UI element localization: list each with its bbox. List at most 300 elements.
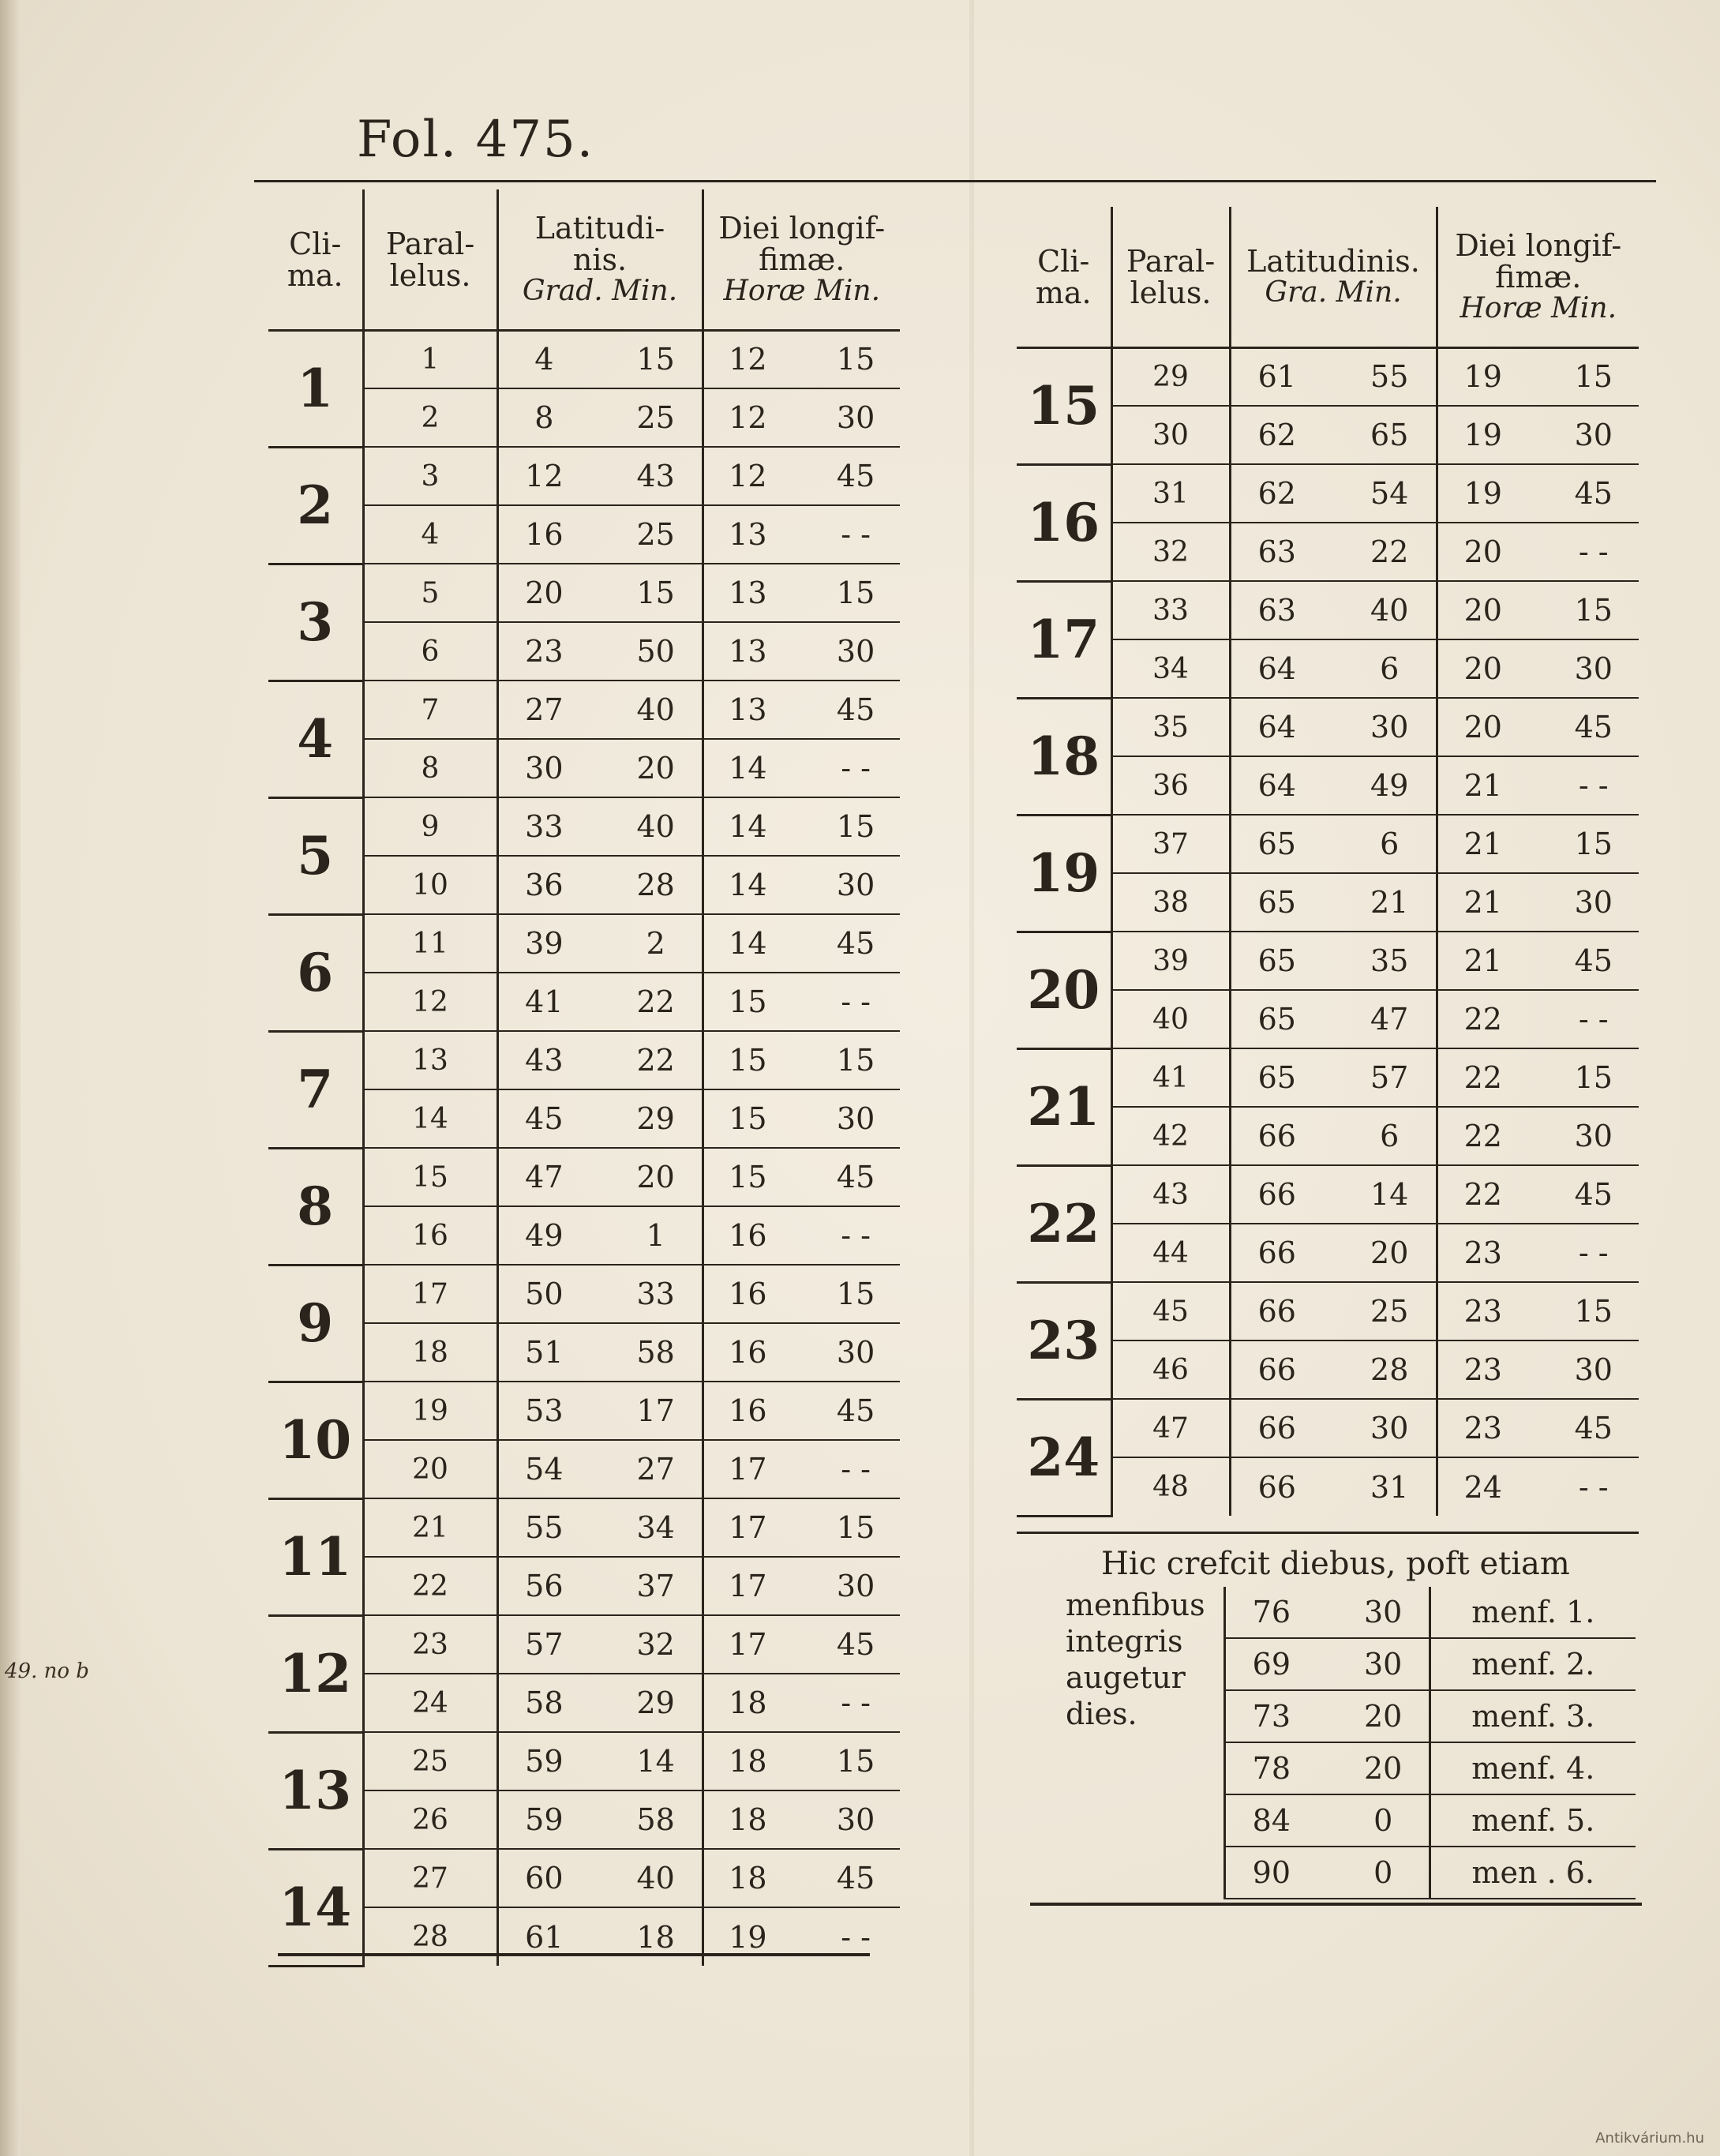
clima-number: 18 xyxy=(1017,698,1111,815)
table-row xyxy=(1017,1048,1639,1107)
day-minutes: 30 xyxy=(1574,418,1613,452)
day-minutes: 45 xyxy=(1574,1177,1613,1212)
latitude-degrees: 66 xyxy=(1257,1235,1296,1270)
table-row xyxy=(268,1089,900,1148)
parallelus-number: 3 xyxy=(363,447,497,505)
table-row xyxy=(268,1732,900,1790)
day-hours: 15 xyxy=(729,1160,767,1194)
table-row xyxy=(268,1849,900,1907)
day-minutes: 15 xyxy=(1574,359,1613,395)
parallelus-number: 36 xyxy=(1111,756,1230,815)
day-length-cell xyxy=(1437,581,1639,639)
day-hours: 13 xyxy=(729,692,767,727)
month-degrees: 84 xyxy=(1252,1803,1291,1838)
month-minutes: 0 xyxy=(1373,1855,1393,1890)
month-minutes: 20 xyxy=(1364,1751,1403,1786)
latitude-table-left xyxy=(268,189,900,1967)
clima-number: 13 xyxy=(268,1732,363,1849)
parallelus-number: 23 xyxy=(363,1615,497,1674)
parallelus-number: 42 xyxy=(1111,1107,1230,1165)
month-row xyxy=(1225,1638,1636,1690)
day-hours: 20 xyxy=(1463,710,1502,744)
month-degrees: 69 xyxy=(1252,1647,1291,1682)
clima-number: 11 xyxy=(268,1498,363,1615)
day-length-cell xyxy=(1437,1048,1639,1107)
latitude-degrees: 43 xyxy=(525,1043,564,1078)
latitude-cell xyxy=(497,447,703,505)
month-label: menf. 1. xyxy=(1430,1587,1636,1638)
parallelus-number: 1 xyxy=(363,330,497,388)
table-row xyxy=(1017,698,1639,756)
day-minutes: 45 xyxy=(836,1160,875,1194)
latitude-cell xyxy=(1230,581,1437,639)
latitude-cell xyxy=(497,388,703,447)
month-row xyxy=(1225,1794,1636,1847)
day-hours: 21 xyxy=(1463,885,1502,920)
table-row xyxy=(268,447,900,505)
day-hours: 22 xyxy=(1463,1177,1502,1212)
latitude-cell xyxy=(497,1557,703,1615)
day-minutes: - - xyxy=(841,1218,871,1253)
day-hours: 17 xyxy=(729,1569,767,1603)
clima-number: 22 xyxy=(1017,1165,1111,1282)
day-minutes: 15 xyxy=(1574,1060,1613,1095)
day-minutes: 45 xyxy=(836,1861,875,1895)
day-hours: 21 xyxy=(1463,943,1502,978)
day-hours: 18 xyxy=(729,1685,767,1720)
latitude-degrees: 54 xyxy=(525,1452,564,1487)
latitude-degrees: 61 xyxy=(1257,359,1296,395)
latitude-cell xyxy=(497,973,703,1031)
month-degrees: 78 xyxy=(1252,1751,1291,1786)
header-latitudo: Latitudi- nis. Grad. Min. xyxy=(497,189,703,330)
latitude-minutes: 40 xyxy=(636,1861,675,1895)
latitude-cell xyxy=(497,914,703,973)
latitude-minutes: 43 xyxy=(636,459,675,493)
day-hours: 22 xyxy=(1463,1119,1502,1153)
latitude-cell xyxy=(1230,756,1437,815)
day-length-cell xyxy=(703,1557,900,1615)
month-degrees: 76 xyxy=(1252,1595,1291,1629)
table-row xyxy=(1017,932,1639,990)
day-hours: 23 xyxy=(1463,1411,1502,1445)
parallelus-number: 4 xyxy=(363,505,497,564)
day-minutes: 45 xyxy=(836,692,875,727)
latitude-minutes: 15 xyxy=(636,342,675,377)
table-row xyxy=(268,797,900,856)
table-row xyxy=(1017,1282,1639,1340)
day-minutes: - - xyxy=(1578,768,1609,803)
table-row xyxy=(268,856,900,914)
day-length-cell xyxy=(703,1148,900,1206)
day-minutes: - - xyxy=(1578,1002,1609,1037)
latitude-cell xyxy=(497,681,703,739)
month-latitude xyxy=(1225,1690,1430,1742)
month-row xyxy=(1225,1742,1636,1794)
latitude-minutes: 6 xyxy=(1380,1119,1400,1153)
day-length-cell xyxy=(1437,1165,1639,1224)
month-degrees: 90 xyxy=(1252,1855,1291,1890)
day-length-cell xyxy=(703,1674,900,1732)
latitude-degrees: 64 xyxy=(1257,651,1296,686)
clima-number: 23 xyxy=(1017,1282,1111,1399)
day-length-cell xyxy=(703,681,900,739)
parallelus-number: 2 xyxy=(363,388,497,447)
month-latitude xyxy=(1225,1847,1430,1899)
parallelus-number: 21 xyxy=(363,1498,497,1557)
day-hours: 18 xyxy=(729,1802,767,1837)
watermark: Antikvárium.hu xyxy=(1595,2130,1704,2147)
header-latitudo: Latitudinis. Gra. Min. xyxy=(1230,207,1437,347)
table-row xyxy=(1017,1399,1639,1457)
day-minutes: 30 xyxy=(1574,1119,1613,1153)
day-minutes: 45 xyxy=(1574,710,1613,744)
day-hours: 19 xyxy=(729,1919,767,1955)
latitude-minutes: 28 xyxy=(636,868,675,902)
latitude-cell xyxy=(497,1732,703,1790)
clima-number: 6 xyxy=(268,914,363,1031)
clima-number: 19 xyxy=(1017,815,1111,932)
day-length-cell xyxy=(1437,990,1639,1048)
day-length-cell xyxy=(703,622,900,681)
latitude-cell xyxy=(1230,990,1437,1048)
parallelus-number: 47 xyxy=(1111,1399,1230,1457)
latitude-degrees: 65 xyxy=(1257,827,1296,861)
latitude-degrees: 27 xyxy=(525,692,564,727)
latitude-degrees: 57 xyxy=(525,1627,564,1662)
table-row xyxy=(268,1674,900,1732)
day-length-cell xyxy=(1437,932,1639,990)
day-hours: 23 xyxy=(1463,1352,1502,1387)
table-row xyxy=(268,1382,900,1440)
parallelus-number: 14 xyxy=(363,1089,497,1148)
latitude-degrees: 33 xyxy=(525,809,564,844)
parallelus-number: 12 xyxy=(363,973,497,1031)
clima-number: 21 xyxy=(1017,1048,1111,1165)
parallelus-number: 43 xyxy=(1111,1165,1230,1224)
day-length-cell xyxy=(703,1907,900,1966)
day-length-cell xyxy=(1437,406,1639,464)
parallelus-number: 25 xyxy=(363,1732,497,1790)
right-table-bottom-rule xyxy=(1017,1532,1639,1534)
latitude-minutes: 25 xyxy=(636,517,675,552)
day-length-cell xyxy=(703,739,900,797)
header-dies: Diei longif- fimæ. Horæ Min. xyxy=(703,189,900,330)
latitude-table-right xyxy=(1017,207,1639,1517)
day-hours: 15 xyxy=(729,1043,767,1078)
day-hours: 13 xyxy=(729,517,767,552)
margin-note: 49. no b xyxy=(5,1659,89,1683)
latitude-degrees: 20 xyxy=(525,576,564,610)
table-row xyxy=(268,505,900,564)
day-hours: 19 xyxy=(1463,359,1502,395)
latitude-minutes: 1 xyxy=(646,1218,665,1253)
day-length-cell xyxy=(1437,464,1639,523)
day-minutes: 30 xyxy=(836,1101,875,1136)
latitude-cell xyxy=(1230,1457,1437,1516)
header-parallelus: Paral- lelus. xyxy=(1111,207,1230,347)
parallelus-number: 30 xyxy=(1111,406,1230,464)
latitude-minutes: 2 xyxy=(646,926,665,961)
latitude-cell xyxy=(497,797,703,856)
parallelus-number: 6 xyxy=(363,622,497,681)
parallelus-number: 20 xyxy=(363,1440,497,1498)
latitude-cell xyxy=(497,1849,703,1907)
latitude-degrees: 36 xyxy=(525,868,564,902)
table-row xyxy=(1017,581,1639,639)
header-clima: Cli- ma. xyxy=(1017,207,1111,347)
day-length-cell xyxy=(703,1031,900,1089)
latitude-minutes: 20 xyxy=(636,1160,675,1194)
day-minutes: 30 xyxy=(836,400,875,435)
latitude-degrees: 63 xyxy=(1257,534,1296,569)
day-hours: 18 xyxy=(729,1744,767,1779)
month-degrees: 73 xyxy=(1252,1699,1291,1734)
month-label: menf. 2. xyxy=(1430,1638,1636,1690)
day-length-cell xyxy=(703,388,900,447)
day-hours: 19 xyxy=(1463,476,1502,511)
latitude-cell xyxy=(497,1323,703,1382)
day-hours: 17 xyxy=(729,1510,767,1545)
parallelus-number: 13 xyxy=(363,1031,497,1089)
day-minutes: 15 xyxy=(1574,1294,1613,1329)
day-minutes: 30 xyxy=(1574,651,1613,686)
day-minutes: 15 xyxy=(836,1510,875,1545)
clima-number: 2 xyxy=(268,447,363,564)
latitude-minutes: 49 xyxy=(1370,768,1409,803)
day-minutes: 15 xyxy=(836,1744,875,1779)
day-minutes: 15 xyxy=(836,1043,875,1078)
day-length-cell xyxy=(1437,698,1639,756)
day-minutes: 15 xyxy=(836,1277,875,1311)
latitude-minutes: 58 xyxy=(636,1802,675,1837)
table-row xyxy=(268,1206,900,1265)
table-row xyxy=(268,1498,900,1557)
parallelus-number: 18 xyxy=(363,1323,497,1382)
latitude-cell xyxy=(1230,815,1437,873)
latitude-minutes: 15 xyxy=(636,576,675,610)
day-minutes: - - xyxy=(841,984,871,1019)
latitude-degrees: 63 xyxy=(1257,593,1296,628)
top-rule xyxy=(254,180,1656,182)
day-minutes: - - xyxy=(1578,1469,1609,1505)
latitude-degrees: 66 xyxy=(1257,1411,1296,1445)
latitude-minutes: 33 xyxy=(636,1277,675,1311)
day-minutes: 15 xyxy=(836,576,875,610)
latitude-degrees: 64 xyxy=(1257,710,1296,744)
latitude-degrees: 49 xyxy=(525,1218,564,1253)
latitude-degrees: 30 xyxy=(525,751,564,786)
clima-number: 24 xyxy=(1017,1399,1111,1516)
parallelus-number: 48 xyxy=(1111,1457,1230,1516)
day-minutes: 30 xyxy=(836,634,875,669)
day-length-cell xyxy=(703,1265,900,1323)
clima-number: 5 xyxy=(268,797,363,914)
latitude-minutes: 6 xyxy=(1380,651,1400,686)
day-length-cell xyxy=(1437,523,1639,581)
day-minutes: 45 xyxy=(836,926,875,961)
day-hours: 20 xyxy=(1463,651,1502,686)
month-minutes: 30 xyxy=(1364,1647,1403,1682)
clima-number: 3 xyxy=(268,564,363,681)
latitude-degrees: 58 xyxy=(525,1685,564,1720)
parallelus-number: 31 xyxy=(1111,464,1230,523)
latitude-degrees: 51 xyxy=(525,1335,564,1370)
day-minutes: - - xyxy=(841,1452,871,1487)
clima-number: 16 xyxy=(1017,464,1111,581)
parallelus-number: 19 xyxy=(363,1382,497,1440)
header-clima: Cli- ma. xyxy=(268,189,363,330)
day-minutes: 45 xyxy=(836,1627,875,1662)
page-fold xyxy=(969,0,974,2156)
month-latitude xyxy=(1225,1638,1430,1690)
parallelus-number: 28 xyxy=(363,1907,497,1966)
parallelus-number: 16 xyxy=(363,1206,497,1265)
latitude-cell xyxy=(1230,406,1437,464)
parallelus-number: 15 xyxy=(363,1148,497,1206)
latitude-minutes: 50 xyxy=(636,634,675,669)
table-row xyxy=(268,681,900,739)
latitude-minutes: 30 xyxy=(1370,710,1409,744)
latitude-cell xyxy=(497,1148,703,1206)
day-length-cell xyxy=(703,447,900,505)
parallelus-number: 33 xyxy=(1111,581,1230,639)
day-hours: 23 xyxy=(1463,1235,1502,1270)
parallelus-number: 11 xyxy=(363,914,497,973)
table-row xyxy=(268,1148,900,1206)
latitude-degrees: 65 xyxy=(1257,943,1296,978)
clima-number: 10 xyxy=(268,1382,363,1498)
latitude-degrees: 23 xyxy=(525,634,564,669)
parallelus-number: 41 xyxy=(1111,1048,1230,1107)
month-minutes: 0 xyxy=(1373,1803,1393,1838)
latitude-cell xyxy=(1230,873,1437,932)
clima-number: 15 xyxy=(1017,347,1111,464)
day-hours: 14 xyxy=(729,809,767,844)
latitude-cell xyxy=(497,330,703,388)
day-minutes: 45 xyxy=(1574,1411,1613,1445)
table-row xyxy=(268,739,900,797)
latitude-degrees: 61 xyxy=(525,1919,564,1955)
clima-number: 8 xyxy=(268,1148,363,1265)
clima-number: 9 xyxy=(268,1265,363,1382)
day-minutes: 30 xyxy=(1574,885,1613,920)
latitude-degrees: 65 xyxy=(1257,1002,1296,1037)
latitude-cell xyxy=(497,856,703,914)
day-minutes: 45 xyxy=(836,459,875,493)
latitude-minutes: 57 xyxy=(1370,1060,1409,1095)
latitude-cell xyxy=(1230,464,1437,523)
latitude-minutes: 40 xyxy=(636,692,675,727)
day-hours: 13 xyxy=(729,576,767,610)
day-length-cell xyxy=(703,1849,900,1907)
day-hours: 15 xyxy=(729,984,767,1019)
latitude-degrees: 64 xyxy=(1257,768,1296,803)
parallelus-number: 45 xyxy=(1111,1282,1230,1340)
latitude-degrees: 41 xyxy=(525,984,564,1019)
latitude-cell xyxy=(497,1031,703,1089)
latitude-degrees: 55 xyxy=(525,1510,564,1545)
latitude-cell xyxy=(497,564,703,622)
day-minutes: 30 xyxy=(836,1569,875,1603)
day-hours: 12 xyxy=(729,400,767,435)
table-row xyxy=(268,1323,900,1382)
latitude-cell xyxy=(497,1265,703,1323)
latitude-minutes: 21 xyxy=(1370,885,1409,920)
table-row xyxy=(268,388,900,447)
day-hours: 16 xyxy=(729,1277,767,1311)
day-hours: 12 xyxy=(729,459,767,493)
day-minutes: 30 xyxy=(836,1802,875,1837)
latitude-cell xyxy=(497,505,703,564)
parallelus-number: 32 xyxy=(1111,523,1230,581)
parallelus-number: 27 xyxy=(363,1849,497,1907)
day-minutes: 15 xyxy=(1574,827,1613,861)
day-length-cell xyxy=(1437,1107,1639,1165)
latitude-degrees: 66 xyxy=(1257,1177,1296,1212)
latitude-degrees: 65 xyxy=(1257,885,1296,920)
day-minutes: 15 xyxy=(836,809,875,844)
header-dies: Diei longif- fimæ. Horæ Min. xyxy=(1437,207,1639,347)
table-row xyxy=(1017,1165,1639,1224)
day-hours: 16 xyxy=(729,1218,767,1253)
latitude-cell xyxy=(497,1089,703,1148)
latitude-degrees: 50 xyxy=(525,1277,564,1311)
month-label: menf. 5. xyxy=(1430,1794,1636,1847)
latitude-degrees: 59 xyxy=(525,1802,564,1837)
latitude-degrees: 59 xyxy=(525,1744,564,1779)
header-parallelus: Paral- lelus. xyxy=(363,189,497,330)
latitude-cell xyxy=(1230,1399,1437,1457)
clima-number: 1 xyxy=(268,330,363,447)
day-length-cell xyxy=(1437,756,1639,815)
day-length-cell xyxy=(703,330,900,388)
latitude-minutes: 40 xyxy=(636,809,675,844)
latitude-cell xyxy=(1230,347,1437,406)
parallelus-number: 34 xyxy=(1111,639,1230,698)
parallelus-number: 38 xyxy=(1111,873,1230,932)
latitude-degrees: 12 xyxy=(525,459,564,493)
latitude-minutes: 14 xyxy=(636,1744,675,1779)
day-hours: 12 xyxy=(729,342,767,377)
day-minutes: - - xyxy=(1578,1235,1609,1270)
latitude-minutes: 17 xyxy=(636,1393,675,1428)
day-minutes: 30 xyxy=(1574,1352,1613,1387)
parallelus-number: 5 xyxy=(363,564,497,622)
table-row xyxy=(268,914,900,973)
latitude-minutes: 18 xyxy=(636,1919,675,1955)
parallelus-number: 39 xyxy=(1111,932,1230,990)
month-label: menf. 4. xyxy=(1430,1742,1636,1794)
day-hours: 20 xyxy=(1463,534,1502,569)
latitude-cell xyxy=(497,1615,703,1674)
latitude-cell xyxy=(1230,523,1437,581)
day-length-cell xyxy=(703,1732,900,1790)
day-minutes: - - xyxy=(1578,534,1609,569)
table-row xyxy=(1017,815,1639,873)
parallelus-number: 29 xyxy=(1111,347,1230,406)
day-hours: 21 xyxy=(1463,768,1502,803)
note-heading: Hic crefcit diebus, poft etiam xyxy=(1101,1546,1570,1582)
day-hours: 14 xyxy=(729,868,767,902)
latitude-cell xyxy=(1230,698,1437,756)
latitude-minutes: 65 xyxy=(1370,418,1409,452)
latitude-cell xyxy=(497,1440,703,1498)
clima-number: 4 xyxy=(268,681,363,797)
day-length-cell xyxy=(703,1382,900,1440)
latitude-degrees: 45 xyxy=(525,1101,564,1136)
latitude-cell xyxy=(497,1206,703,1265)
